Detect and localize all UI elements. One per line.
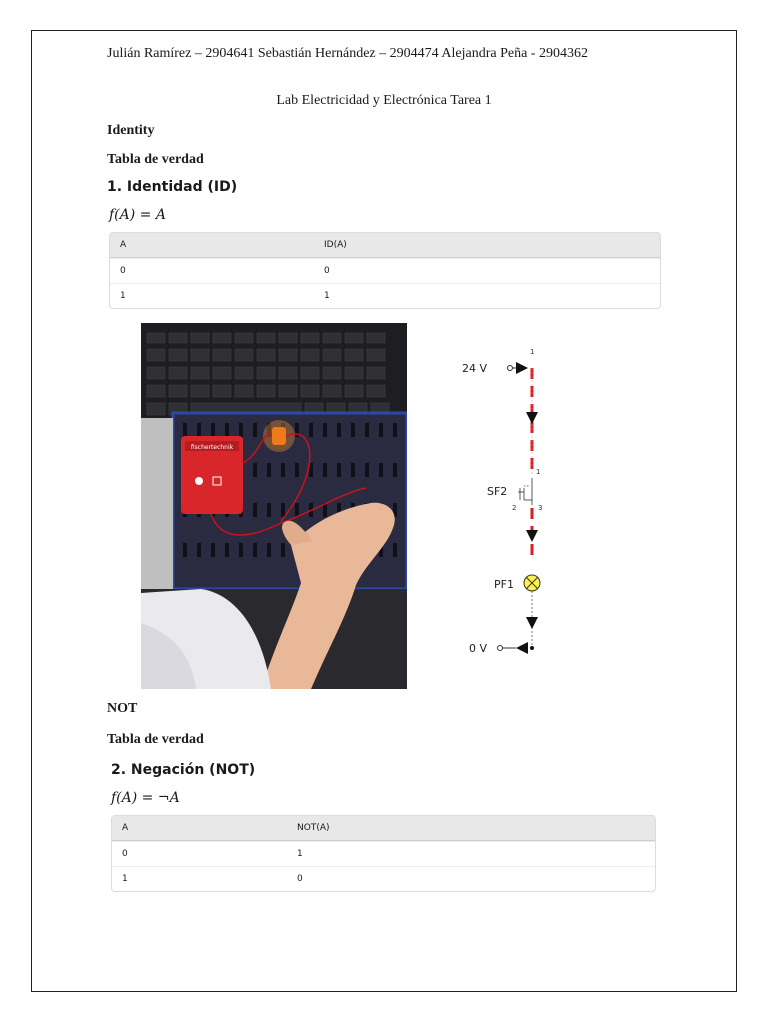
supply-terminal	[508, 366, 513, 371]
formula-lhs: f(A)	[109, 207, 136, 223]
table-cell: 0	[112, 841, 287, 866]
pin-label: 2	[512, 504, 517, 512]
formula-eq: =	[137, 790, 158, 806]
document-title: Lab Electricidad y Electrónica Tarea 1	[276, 93, 492, 108]
table-header-a: A	[110, 233, 314, 258]
not-formula	[111, 790, 180, 806]
table-header-not: NOT(A)	[287, 816, 655, 841]
lamp-label: PF1	[494, 578, 514, 591]
switch-label: SF2	[487, 485, 508, 498]
pin-label: 1	[530, 348, 535, 356]
authors-line: Julián Ramírez – 2904641 Sebastián Hernández – 2904474 Alejandra Peña - 2904362	[107, 46, 588, 61]
table-row	[112, 866, 655, 891]
table-cell: 0	[110, 258, 314, 283]
ground-arrow	[516, 642, 528, 654]
table-cell: 1	[110, 283, 314, 308]
photo-brand-label: fischertechnik	[190, 444, 234, 451]
table-header-id: ID(A)	[314, 233, 660, 258]
identity-heading: Identity	[107, 123, 155, 138]
formula-eq: =	[135, 207, 156, 223]
table-row	[112, 841, 655, 866]
not-truth-table	[111, 815, 656, 892]
formula-rhs: A	[155, 207, 166, 223]
table-cell: 0	[287, 866, 655, 891]
identity-truth-table	[109, 232, 661, 309]
pin-label: 3	[538, 504, 543, 512]
circuit-schematic	[455, 340, 555, 660]
identity-formula	[109, 207, 166, 223]
not-subtitle: 2. Negación (NOT)	[111, 762, 256, 778]
identity-truth-table-label: Tabla de verdad	[107, 152, 204, 167]
not-heading: NOT	[107, 701, 138, 716]
formula-rhs: ¬A	[157, 790, 180, 806]
identity-subtitle: 1. Identidad (ID)	[107, 179, 238, 195]
supply-label: 24 V	[462, 362, 488, 375]
table-row	[110, 258, 660, 283]
flow-arrow	[526, 412, 538, 424]
flow-arrow	[526, 617, 538, 629]
ground-label: 0 V	[469, 642, 488, 655]
flow-arrow	[526, 530, 538, 542]
switch-symbol	[518, 478, 532, 505]
ground-terminal	[498, 646, 503, 651]
table-header-row	[112, 816, 655, 841]
not-truth-table-label: Tabla de verdad	[107, 732, 204, 747]
table-header-a: A	[112, 816, 287, 841]
pin-label: 1	[536, 468, 541, 476]
table-cell: 0	[314, 258, 660, 283]
table-header-row	[110, 233, 660, 258]
supply-arrow	[516, 362, 528, 374]
table-row	[110, 283, 660, 308]
table-cell: 1	[314, 283, 660, 308]
formula-lhs: f(A)	[111, 790, 138, 806]
table-cell: 1	[287, 841, 655, 866]
circuit-photo	[141, 323, 407, 689]
table-cell: 1	[112, 866, 287, 891]
